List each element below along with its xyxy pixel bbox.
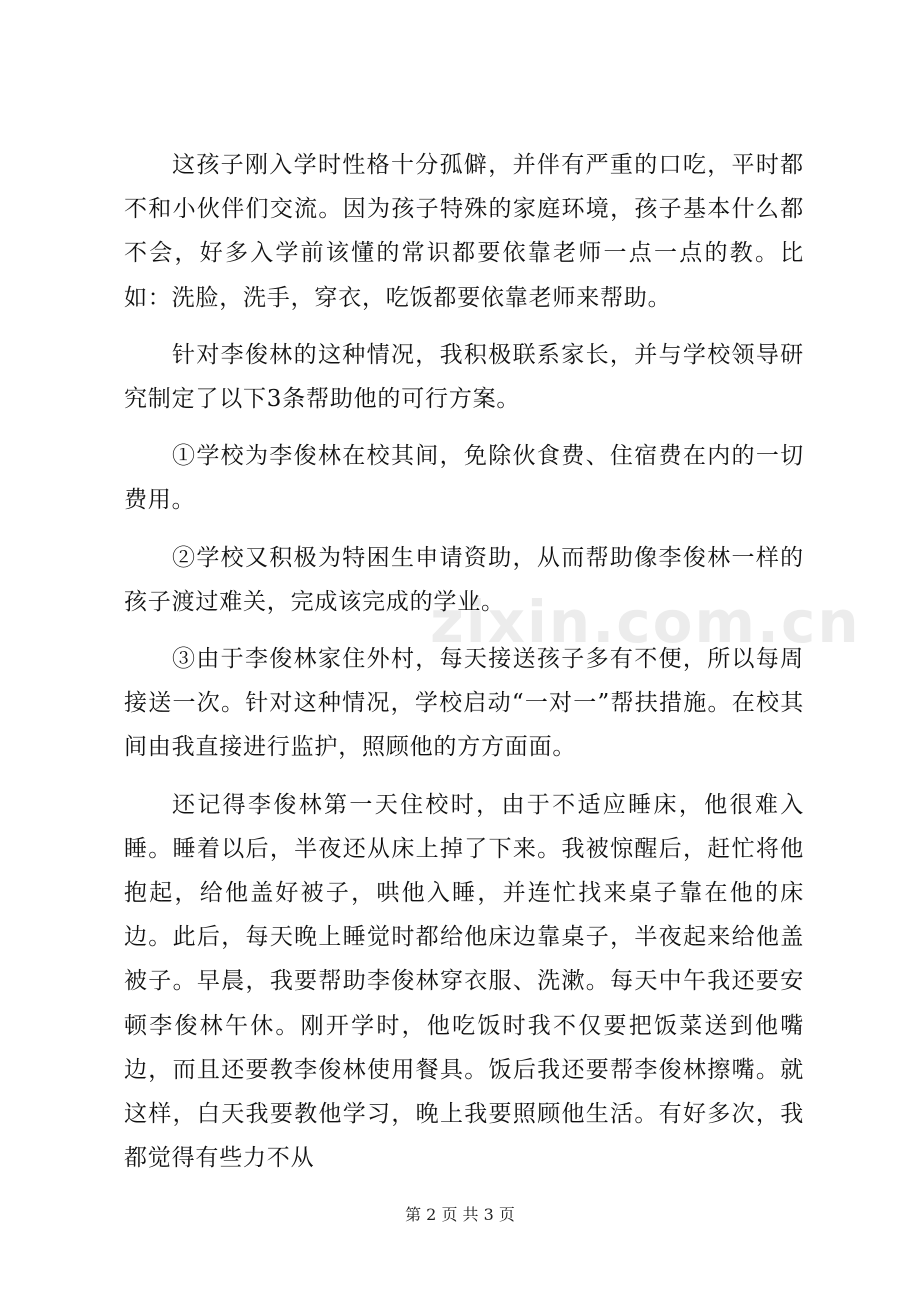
paragraph: 这孩子刚入学时性格十分孤僻，并伴有严重的口吃，平时都不和小伙伴们交流。因为孩子特殊的家庭环境，孩子基本什么都不会，好多入学前该懂的常识都要依靠老师一点一点的教。比如：洗脸，洗手，穿衣，吃饭都要依靠老师来帮助。 [124, 152, 804, 311]
document-body [124, 143, 804, 1193]
paragraph: ③由于李俊林家住外村，每天接送孩子多有不便，所以每周接送一次。针对这种情况，学校启动“一对一”帮扶措施。在校其间由我直接进行监护，照顾他的方方面面。 [124, 646, 804, 761]
page-footer: 第 2 页 共 3 页 [405, 1205, 515, 1224]
paragraph: 还记得李俊林第一天住校时，由于不适应睡床，他很难入睡。睡着以后，半夜还从床上掉了下来。我被惊醒后，赶忙将他抱起，给他盖好被子，哄他入睡，并连忙找来桌子靠在他的床边。此后，每天晚上睡觉时都给他床边靠桌子，半夜起来给他盖被子。早晨，我要帮助李俊林穿衣服、洗漱。每天中午我还要安顿李俊林午休。刚开学时，他吃饭时我不仅要把饭菜送到他嘴边，而且还要教李俊林使用餐具。饭后我还要帮李俊林擦嘴。就这样，白天我要教他学习，晚上我要照顾他生活。有好多次，我都觉得有些力不从 [124, 791, 804, 1172]
paragraph: ①学校为李俊林在校其间，免除伙食费、住宿费在内的一切费用。 [124, 443, 804, 514]
paragraph: 针对李俊林的这种情况，我积极联系家长，并与学校领导研究制定了以下3条帮助他的可行方案。 [124, 341, 804, 413]
watermark: zixin.com.cn [430, 588, 861, 656]
paragraph: ②学校又积极为特困生申请资助，从而帮助像李俊林一样的孩子渡过难关，完成该完成的学业。 [124, 544, 804, 615]
